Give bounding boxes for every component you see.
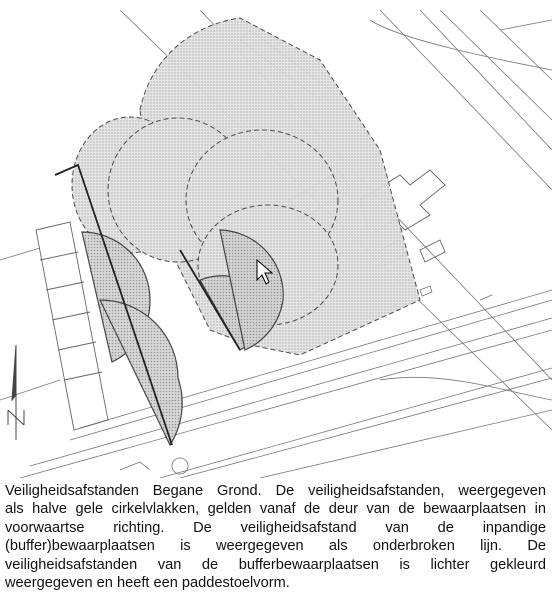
- caption-line: weergegeven en heeft een paddestoelvorm.: [5, 575, 290, 592]
- caption-line: (buffer)bewaarplaatsen is weergegeven als onderbroken lijn. De: [5, 538, 546, 555]
- caption-line: voorwaartse richting. De veiligheidsafstand van de inpandige: [5, 519, 546, 536]
- figure-caption: [5, 482, 546, 592]
- caption-line: als halve gele cirkelvlakken, gelden vanaf de deur van de bewaarplaatsen in: [5, 501, 546, 518]
- caption-line: veiligheidsafstanden van de bufferbewaarplaatsen is lichter gekleurd: [5, 556, 546, 573]
- caption-line: Veiligheidsafstanden Begane Grond. De veiligheidsafstanden, weergegeven: [5, 483, 546, 499]
